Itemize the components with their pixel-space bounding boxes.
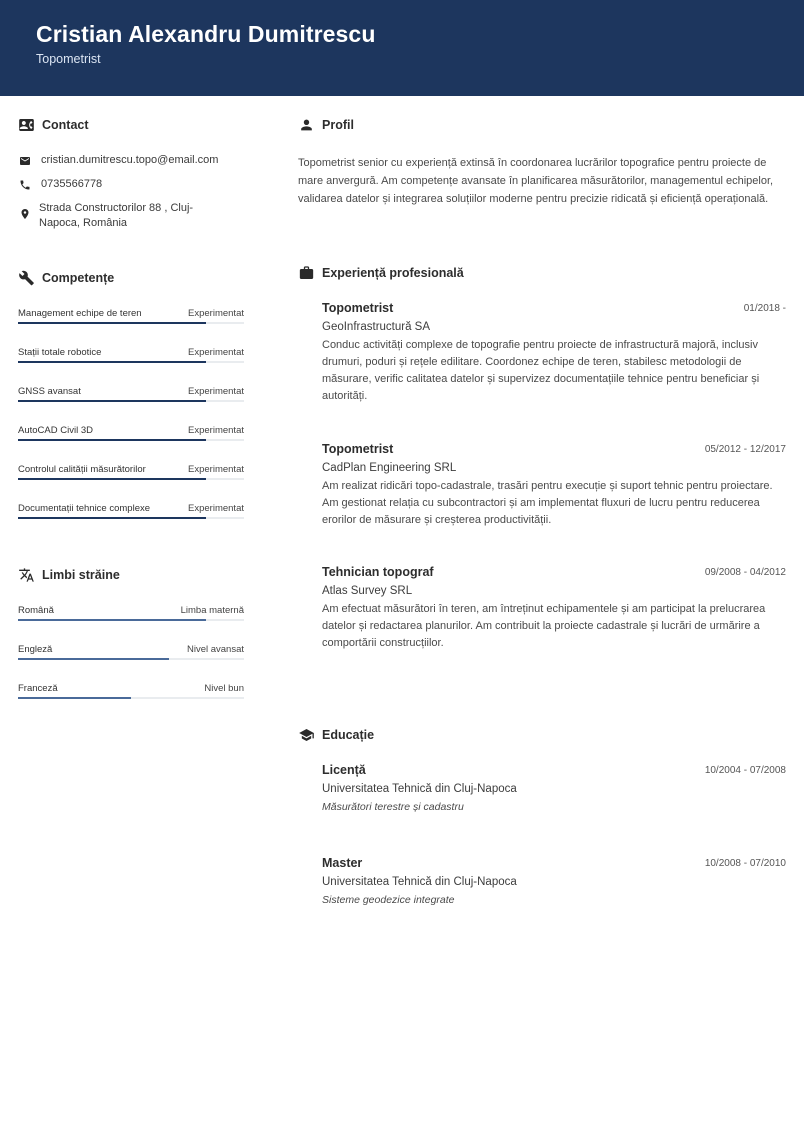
skills-title-text: Competențe (42, 271, 115, 285)
skill-bar-track (18, 517, 244, 519)
location-pin-icon (18, 207, 32, 221)
skill-level: Experimentat (188, 347, 244, 358)
job-description: Am realizat ridicări topo-cadastrale, trasări pentru execuție și suport tehnic pentru proiectare. Am gestionat relația cu subcontractori și am implementat fluxuri de lucru pentru reducerea erorilor de măsurare și creșterea productivității. (322, 480, 773, 526)
skill-label: GNSS avansat (18, 386, 81, 397)
contact-email-row (18, 153, 218, 168)
language-level: Nivel bun (204, 683, 244, 694)
skill-level: Experimentat (188, 425, 244, 436)
skill-level: Experimentat (188, 503, 244, 514)
language-label: Engleză (18, 644, 53, 655)
language-bar-fill (18, 697, 131, 699)
skill-bar-fill (18, 478, 206, 480)
language-level: Nivel avansat (186, 644, 244, 655)
translate-icon (18, 567, 35, 583)
skill-label: Controlul calității măsurătorilor (18, 464, 146, 475)
language-bar-fill (18, 619, 206, 621)
skill-bar-fill (18, 517, 206, 519)
language-bar-track (18, 697, 244, 699)
skill-bar-track (18, 322, 244, 324)
job-company: Atlas Survey SRL (322, 585, 413, 597)
job-company: CadPlan Engineering SRL (322, 462, 457, 474)
contact-address: Strada Constructorilor 88 , Cluj-Napoca, România (39, 202, 194, 229)
profile-title-text: Profil (322, 118, 354, 132)
degree-specialization: Măsurători terestre și cadastru (322, 801, 464, 813)
briefcase-icon (298, 265, 315, 281)
degree-title: Licență (322, 763, 366, 777)
contact-phone[interactable]: 0735566778 (41, 178, 103, 190)
language-item (18, 605, 244, 629)
skill-bar-track (18, 400, 244, 402)
languages-title-text: Limbi străine (42, 568, 120, 582)
language-label: Română (18, 605, 54, 616)
profile-section-title (298, 117, 354, 133)
profile-summary: Topometrist senior cu experiență extinsă în coordonarea lucrărilor topografice pentru proiecte de mare anvergură. Am competențe avansate în planificarea măsurătorilor, managementul echipelor, validarea datelor și integrarea soluțiilor moderne pentru precizie ridicată și eficiență operațională. (298, 157, 774, 205)
skill-bar-track (18, 439, 244, 441)
degree-institution: Universitatea Tehnică din Cluj-Napoca (322, 876, 517, 888)
job-description: Am efectuat măsurători în teren, am întreținut echipamentele și am participat la prelucrarea datelor și redactarea planurilor. Am contribuit la proiecte cadastrale și lucrări de urmărire a comportării construcțiilor. (322, 603, 766, 649)
contact-email[interactable]: cristian.dumitrescu.topo@email.com (41, 154, 219, 166)
job-date: 09/2008 - 04/2012 (704, 567, 786, 578)
experience-entry (322, 565, 786, 652)
language-bar-track (18, 658, 244, 660)
skill-label: Stații totale robotice (18, 347, 102, 358)
language-bar-fill (18, 658, 169, 660)
phone-icon (18, 178, 32, 192)
job-date: 05/2012 - 12/2017 (704, 444, 786, 455)
skill-item (18, 308, 244, 332)
skill-bar-track (18, 478, 244, 480)
job-description: Conduc activități complexe de topografie pentru proiecte de infrastructură majoră, inclusiv drumuri, poduri și rețele edilitare. Coordonez echipe de teren, stabilesc metodologii de măsurare, verific calitatea datelor și supervizez documentațiile tehnice pentru beneficiar și autorități. (322, 339, 760, 402)
skills-section-title (18, 270, 114, 286)
job-date: 01/2018 - (743, 303, 786, 314)
language-label: Franceză (18, 683, 58, 694)
skill-bar-fill (18, 400, 206, 402)
education-section-title (298, 727, 374, 743)
candidate-role: Topometrist (36, 52, 101, 66)
experience-title-text: Experiență profesională (322, 266, 464, 280)
skill-bar-fill (18, 439, 206, 441)
email-icon (18, 154, 32, 168)
skill-item (18, 347, 244, 371)
job-company: GeoInfrastructură SA (322, 321, 431, 333)
language-level: Limba maternă (180, 605, 244, 616)
graduation-cap-icon (298, 727, 315, 743)
skill-bar-fill (18, 361, 206, 363)
education-entry (322, 856, 786, 906)
education-title-text: Educație (322, 728, 375, 742)
job-title: Topometrist (322, 442, 394, 456)
skill-label: AutoCAD Civil 3D (18, 425, 93, 436)
degree-date: 10/2008 - 07/2010 (704, 858, 786, 869)
contact-card-icon (18, 117, 35, 133)
degree-institution: Universitatea Tehnică din Cluj-Napoca (322, 783, 517, 795)
skill-item (18, 503, 244, 527)
skill-label: Management echipe de teren (18, 308, 142, 319)
skill-item (18, 386, 244, 410)
skill-level: Experimentat (188, 386, 244, 397)
experience-section-title (298, 265, 464, 281)
contact-phone-row (18, 177, 102, 192)
resume-header (0, 0, 804, 96)
skill-item (18, 464, 244, 488)
skill-level: Experimentat (188, 464, 244, 475)
person-icon (298, 117, 315, 133)
skill-item (18, 425, 244, 449)
degree-title: Master (322, 856, 363, 870)
language-item (18, 683, 244, 707)
contact-section-title (18, 117, 89, 133)
languages-section-title (18, 567, 120, 583)
degree-date: 10/2004 - 07/2008 (704, 765, 786, 776)
experience-entry (322, 442, 786, 529)
skill-bar-track (18, 361, 244, 363)
education-entry (322, 763, 786, 813)
skill-bar-fill (18, 322, 206, 324)
skill-label: Documentații tehnice complexe (18, 503, 151, 514)
job-title: Tehnician topograf (322, 565, 434, 579)
skill-level: Experimentat (188, 308, 244, 319)
contact-title-text: Contact (42, 118, 89, 132)
degree-specialization: Sisteme geodezice integrate (322, 894, 455, 906)
language-item (18, 644, 244, 668)
contact-address-row (18, 201, 218, 231)
experience-entry (322, 301, 786, 405)
job-title: Topometrist (322, 301, 394, 315)
wrench-icon (18, 270, 35, 286)
candidate-name: Cristian Alexandru Dumitrescu (36, 21, 376, 47)
language-bar-track (18, 619, 244, 621)
